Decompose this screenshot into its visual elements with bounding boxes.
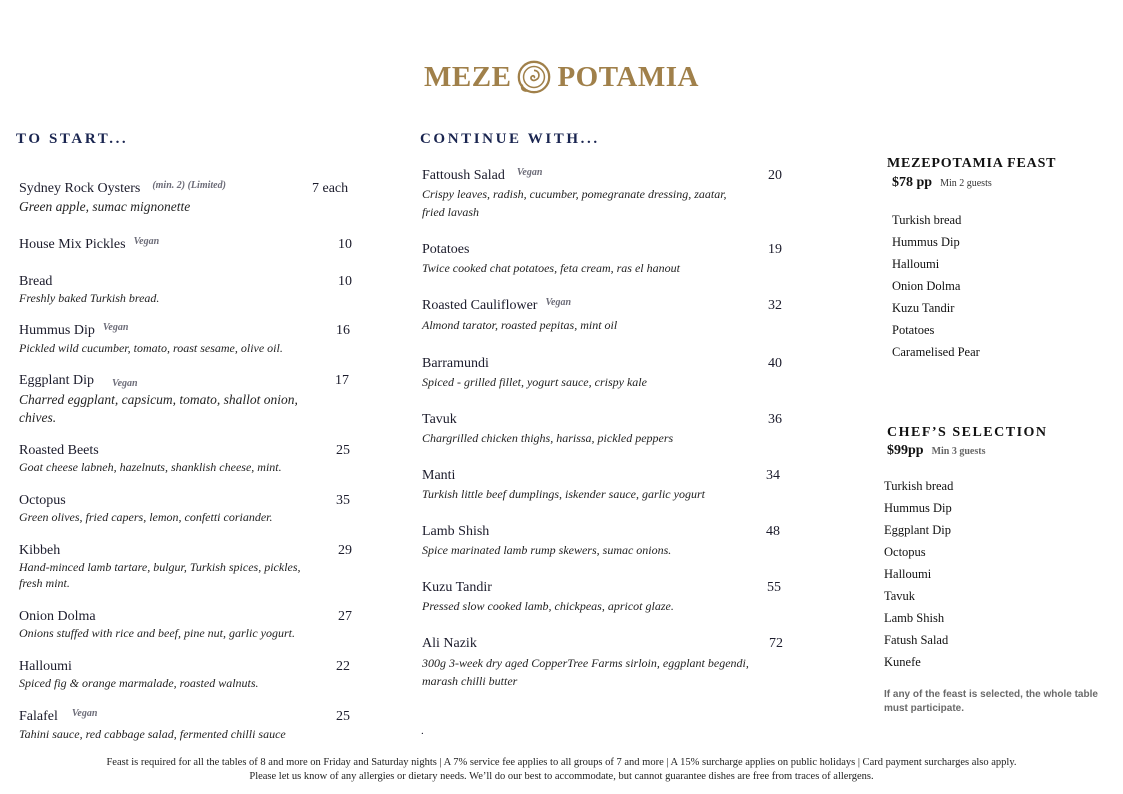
menu-item: [422, 523, 792, 558]
menu-item: [19, 236, 359, 254]
item-description: 300g 3-week dry aged CopperTree Farms sirloin, eggplant begendi, marash chilli butter: [422, 656, 749, 688]
vegan-tag: Vegan: [133, 236, 160, 247]
menu-item: [422, 467, 792, 502]
list-item: Turkish bread: [892, 213, 962, 227]
item-name: Lamb Shish: [422, 524, 490, 539]
item-description: Green olives, fried capers, lemon, confetti coriander.: [19, 510, 273, 524]
chef-price: $99pp: [887, 443, 924, 458]
chef-price-line: [887, 443, 985, 459]
logo-text-left: MEZE: [424, 60, 512, 93]
item-name: Roasted Beets: [19, 443, 99, 458]
menu-item: [19, 708, 359, 742]
vegan-tag: Vegan: [516, 167, 543, 178]
restaurant-logo: [0, 58, 1123, 96]
swirl-logo-icon: [515, 58, 553, 96]
item-description: Spiced fig & orange marmalade, roasted walnuts.: [19, 676, 259, 690]
feast-price-line: [892, 175, 992, 191]
item-price: 72: [769, 636, 783, 651]
footer-policy-line: Feast is required for all the tables of 8 and more on Friday and Saturday nights | A 7% service fee applies to all groups of 7 and more | A 15% surcharge applies on public holidays | Card payment surcharges also apply.: [106, 757, 1017, 768]
item-name: Eggplant Dip: [19, 373, 95, 388]
stray-dot: .: [421, 725, 424, 737]
list-item: Eggplant Dip: [884, 523, 952, 537]
chef-selection-title: CHEF’S SELECTION: [887, 425, 1048, 440]
item-description: Chargrilled chicken thighs, harissa, pickled peppers: [422, 431, 674, 445]
chef-min-guests: Min 3 guests: [931, 446, 986, 457]
item-price: 35: [336, 493, 350, 508]
vegan-tag: Vegan: [545, 297, 572, 308]
list-item: Hummus Dip: [892, 235, 960, 249]
item-name: Potatoes: [422, 242, 470, 257]
item-description: Pickled wild cucumber, tomato, roast sesame, olive oil.: [19, 341, 283, 355]
menu-item: [422, 241, 792, 276]
item-price: 34: [766, 468, 780, 483]
item-price: 10: [338, 274, 352, 289]
item-name: Fattoush Salad: [422, 168, 505, 183]
item-name: Roasted Cauliflower: [422, 298, 538, 313]
item-name: Kibbeh: [19, 543, 61, 558]
item-price: 25: [336, 709, 350, 724]
menu-item: [422, 579, 792, 614]
item-price: 20: [768, 168, 782, 183]
item-name: Octopus: [19, 493, 66, 508]
item-price: 22: [336, 659, 350, 674]
feast-title: MEZEPOTAMIA FEAST: [887, 156, 1057, 171]
item-price: 32: [768, 298, 782, 313]
item-price: 10: [338, 237, 352, 252]
logo-text-right: POTAMIA: [557, 60, 699, 93]
item-description: Turkish little beef dumplings, iskender sauce, garlic yogurt: [422, 487, 705, 501]
item-tag: (min. 2) (Limited): [152, 180, 226, 191]
item-name: Sydney Rock Oysters: [19, 181, 141, 196]
item-price: 25: [336, 443, 350, 458]
item-name: Manti: [422, 468, 456, 483]
list-item: Caramelised Pear: [892, 345, 980, 359]
item-name: Onion Dolma: [19, 609, 96, 624]
item-name: Halloumi: [19, 659, 72, 674]
item-price: 29: [338, 543, 352, 558]
item-description: Pressed slow cooked lamb, chickpeas, apricot glaze.: [422, 599, 674, 613]
vegan-tag: Vegan: [112, 378, 138, 389]
item-price: 17: [335, 373, 349, 388]
list-item: Turkish bread: [884, 479, 954, 493]
menu-item: [19, 608, 359, 641]
item-price: 36: [768, 412, 782, 427]
item-name: House Mix Pickles: [19, 237, 126, 252]
menu-item: [19, 273, 359, 306]
item-name: Ali Nazik: [422, 636, 477, 651]
feast-price: $78 pp: [892, 175, 933, 190]
item-name: Bread: [19, 274, 53, 289]
item-price: 27: [338, 609, 352, 624]
item-price: 40: [768, 356, 782, 371]
footer-allergy-line: Please let us know of any allergies or dietary needs. We’ll do our best to accommodate, but cannot guarantee dishes are free from traces of allergens.: [249, 771, 874, 782]
menu-item: [19, 180, 359, 216]
item-price: 48: [766, 524, 780, 539]
item-description: Spiced - grilled fillet, yogurt sauce, crispy kale: [422, 375, 647, 389]
list-item: Potatoes: [892, 323, 935, 337]
item-price: 55: [767, 580, 781, 595]
list-item: Tavuk: [884, 589, 916, 603]
item-description: Green apple, sumac mignonette: [19, 199, 191, 214]
item-description: Charred eggplant, capsicum, tomato, shallot onion, chives.: [19, 392, 298, 425]
item-name: Falafel: [19, 709, 58, 724]
menu-item: [422, 355, 792, 390]
vegan-tag: Vegan: [71, 708, 98, 719]
feast-participation-note: If any of the feast is selected, the whole table must participate.: [884, 689, 1098, 714]
list-item: Onion Dolma: [892, 279, 961, 293]
item-description: Tahini sauce, red cabbage salad, fermented chilli sauce: [19, 727, 286, 741]
section-title-to-start: TO START...: [16, 131, 129, 147]
item-name: Tavuk: [422, 412, 457, 427]
item-description: Twice cooked chat potatoes, feta cream, ras el hanout: [422, 261, 680, 275]
feast-min-guests: Min 2 guests: [940, 178, 992, 189]
menu-item: [422, 297, 792, 333]
list-item: Octopus: [884, 545, 926, 559]
item-description: Freshly baked Turkish bread.: [19, 291, 160, 305]
menu-item: [19, 492, 359, 525]
list-item: Kuzu Tandir: [892, 301, 955, 315]
item-price: 16: [336, 323, 350, 338]
list-item: Halloumi: [892, 257, 940, 271]
list-item: Fatush Salad: [884, 633, 949, 647]
item-description: Almond tarator, roasted pepitas, mint oil: [422, 318, 618, 332]
item-price: 7 each: [312, 181, 349, 196]
list-item: Hummus Dip: [884, 501, 952, 515]
list-item: Halloumi: [884, 567, 932, 581]
item-description: Goat cheese labneh, hazelnuts, shanklish cheese, mint.: [19, 460, 282, 474]
item-description: Hand-minced lamb tartare, bulgur, Turkish spices, pickles, fresh mint.: [19, 560, 301, 590]
menu-item: [422, 635, 783, 690]
item-description: Onions stuffed with rice and beef, pine nut, garlic yogurt.: [19, 626, 295, 640]
menu-item: [19, 372, 349, 427]
item-description: Spice marinated lamb rump skewers, sumac onions.: [422, 543, 672, 557]
item-name: Kuzu Tandir: [422, 580, 492, 595]
chef-item-list: [884, 475, 953, 673]
menu-item: [19, 658, 359, 691]
list-item: Kunefe: [884, 655, 921, 669]
feast-item-list: [892, 209, 980, 363]
menu-item: [422, 411, 792, 446]
item-description: Crispy leaves, radish, cucumber, pomegranate dressing, zaatar, fried lavash: [422, 187, 727, 219]
item-name: Barramundi: [422, 356, 489, 371]
item-name: Hummus Dip: [19, 323, 95, 338]
item-price: 19: [768, 242, 782, 257]
menu-item: [19, 542, 352, 591]
list-item: Lamb Shish: [884, 611, 945, 625]
menu-item: [422, 167, 782, 221]
menu-item: [19, 442, 359, 475]
vegan-tag: Vegan: [102, 322, 129, 333]
section-title-continue: CONTINUE WITH...: [420, 131, 600, 147]
menu-item: [19, 322, 359, 356]
